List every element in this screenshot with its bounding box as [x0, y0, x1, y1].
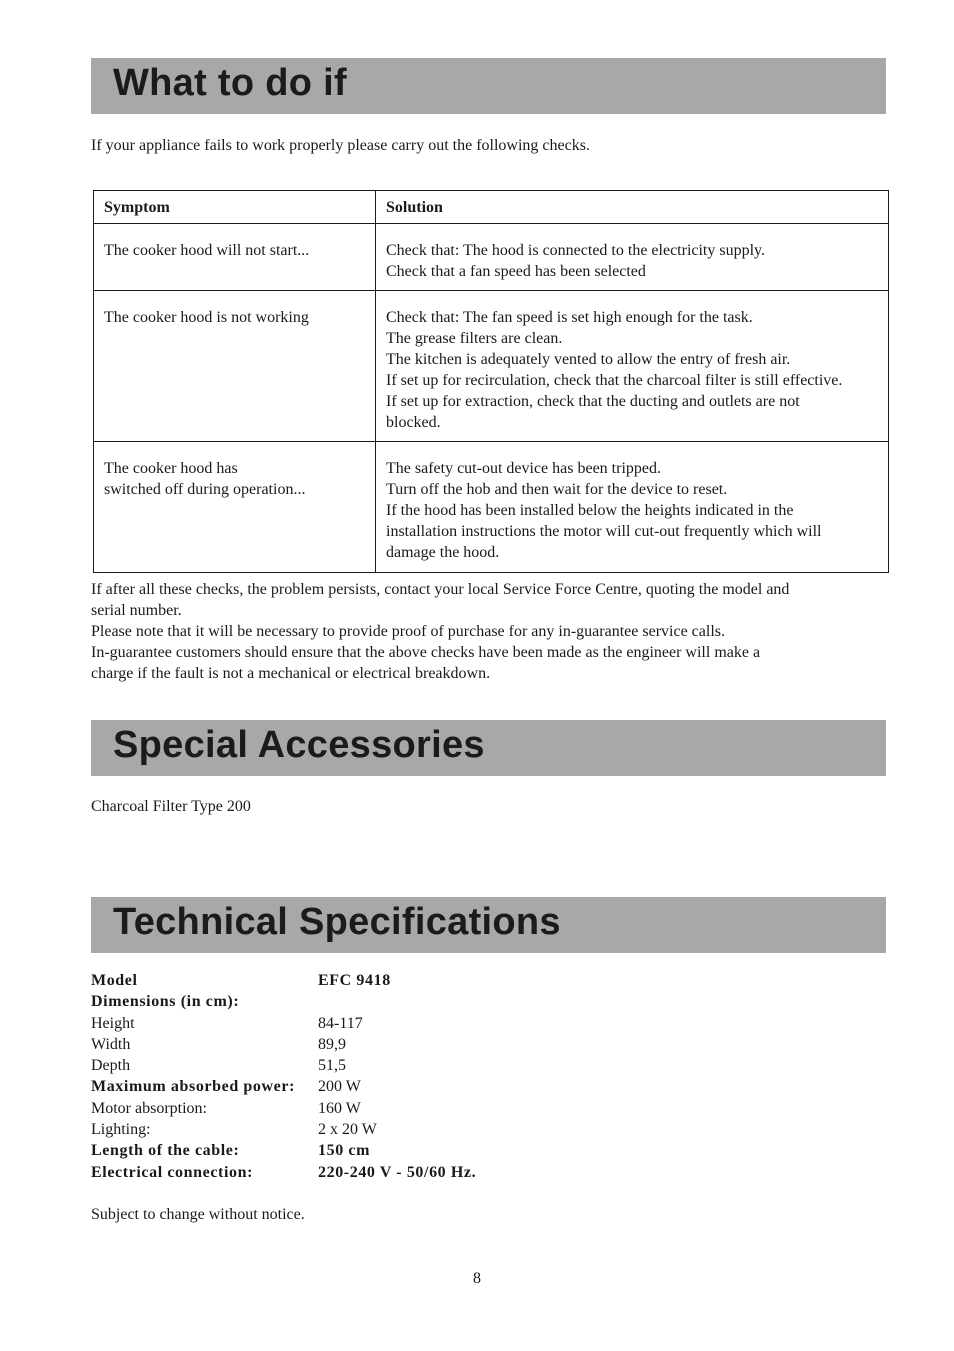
spec-row [91, 1140, 476, 1161]
spec-label: Motor absorption: [91, 1099, 207, 1117]
symptom-cell [94, 291, 376, 442]
note-line: charge if the fault is not a mechanical or electrical breakdown. [91, 665, 491, 682]
table-row [94, 442, 889, 573]
specifications-list [91, 970, 476, 1183]
spec-row [91, 1119, 476, 1140]
spec-label: Dimensions (in cm): [91, 993, 240, 1011]
spec-value: 200 W [318, 1078, 361, 1096]
solution-cell [376, 442, 889, 573]
symptom-cell [94, 442, 376, 573]
change-notice: Subject to change without notice. [91, 1206, 305, 1223]
spec-label: Lighting: [91, 1121, 151, 1139]
spec-value: 89,9 [318, 1035, 346, 1053]
solution-cell [376, 224, 889, 291]
spec-label: Height [91, 1014, 135, 1032]
solution-line: Check that: The fan speed is set high enough for the task. [386, 309, 753, 326]
symptom-line: The cooker hood is not working [104, 309, 309, 326]
spec-label: Length of the cable: [91, 1142, 240, 1160]
spec-value: 2 x 20 W [318, 1121, 377, 1139]
section-title: Special Accessories [113, 724, 485, 766]
troubleshooting-table [93, 190, 889, 573]
note-line: If after all these checks, the problem persists, contact your local Service Force Centre, quoting the model and [91, 581, 790, 598]
spec-row [91, 1013, 476, 1034]
accessory-item: Charcoal Filter Type 200 [91, 798, 251, 815]
spec-row [91, 1162, 476, 1183]
spec-value: EFC 9418 [318, 972, 391, 989]
spec-label: Depth [91, 1057, 131, 1075]
solution-line: blocked. [386, 414, 441, 431]
spec-label: Width [91, 1035, 131, 1053]
table-header-row [94, 191, 889, 224]
spec-label: Model [91, 972, 138, 989]
spec-row [91, 1098, 476, 1119]
solution-line: If the hood has been installed below the heights indicated in the [386, 502, 794, 519]
spec-row [91, 970, 476, 991]
page-number: 8 [473, 1270, 481, 1287]
note-line: serial number. [91, 602, 182, 619]
spec-row [91, 1055, 476, 1076]
solution-line: Check that: The hood is connected to the electricity supply. [386, 242, 766, 259]
solution-cell [376, 291, 889, 442]
solution-line: The safety cut-out device has been tripped. [386, 460, 661, 477]
column-header-symptom: Symptom [94, 191, 376, 224]
column-header-solution: Solution [376, 191, 889, 224]
section-banner-special-accessories [91, 720, 886, 776]
intro-text: If your appliance fails to work properly please carry out the following checks. [91, 137, 590, 154]
spec-value: 220-240 V - 50/60 Hz. [318, 1163, 477, 1181]
spec-row [91, 1076, 476, 1097]
solution-line: If set up for recirculation, check that the charcoal filter is still effective. [386, 372, 843, 389]
service-note [91, 579, 789, 684]
symptom-cell [94, 224, 376, 291]
spec-row [91, 991, 476, 1012]
section-title: What to do if [113, 62, 347, 104]
note-line: In-guarantee customers should ensure that the above checks have been made as the engineer will make a [91, 644, 761, 661]
spec-label: Maximum absorbed power: [91, 1078, 296, 1096]
symptom-line: The cooker hood has [104, 460, 238, 477]
spec-value: 150 cm [318, 1142, 371, 1160]
solution-line: Check that a fan speed has been selected [386, 263, 646, 280]
spec-value: 84-117 [318, 1014, 363, 1032]
solution-line: damage the hood. [386, 544, 500, 561]
spec-value: 51,5 [318, 1057, 346, 1075]
table-row [94, 291, 889, 442]
symptom-line: switched off during operation... [104, 481, 306, 498]
section-banner-what-to-do [91, 58, 886, 114]
section-title: Technical Specifications [113, 901, 561, 943]
solution-line: Turn off the hob and then wait for the device to reset. [386, 481, 728, 498]
table-row [94, 224, 889, 291]
solution-line: The kitchen is adequately vented to allow the entry of fresh air. [386, 351, 791, 368]
spec-value: 160 W [318, 1099, 361, 1117]
section-banner-technical-specifications [91, 897, 886, 953]
symptom-line: The cooker hood will not start... [104, 242, 310, 259]
spec-row [91, 1034, 476, 1055]
solution-line: The grease filters are clean. [386, 330, 563, 347]
spec-label: Electrical connection: [91, 1163, 254, 1181]
solution-line: If set up for extraction, check that the ducting and outlets are not [386, 393, 800, 410]
note-line: Please note that it will be necessary to provide proof of purchase for any in-guarantee service calls. [91, 623, 725, 640]
solution-line: installation instructions the motor will cut-out frequently which will [386, 523, 822, 540]
